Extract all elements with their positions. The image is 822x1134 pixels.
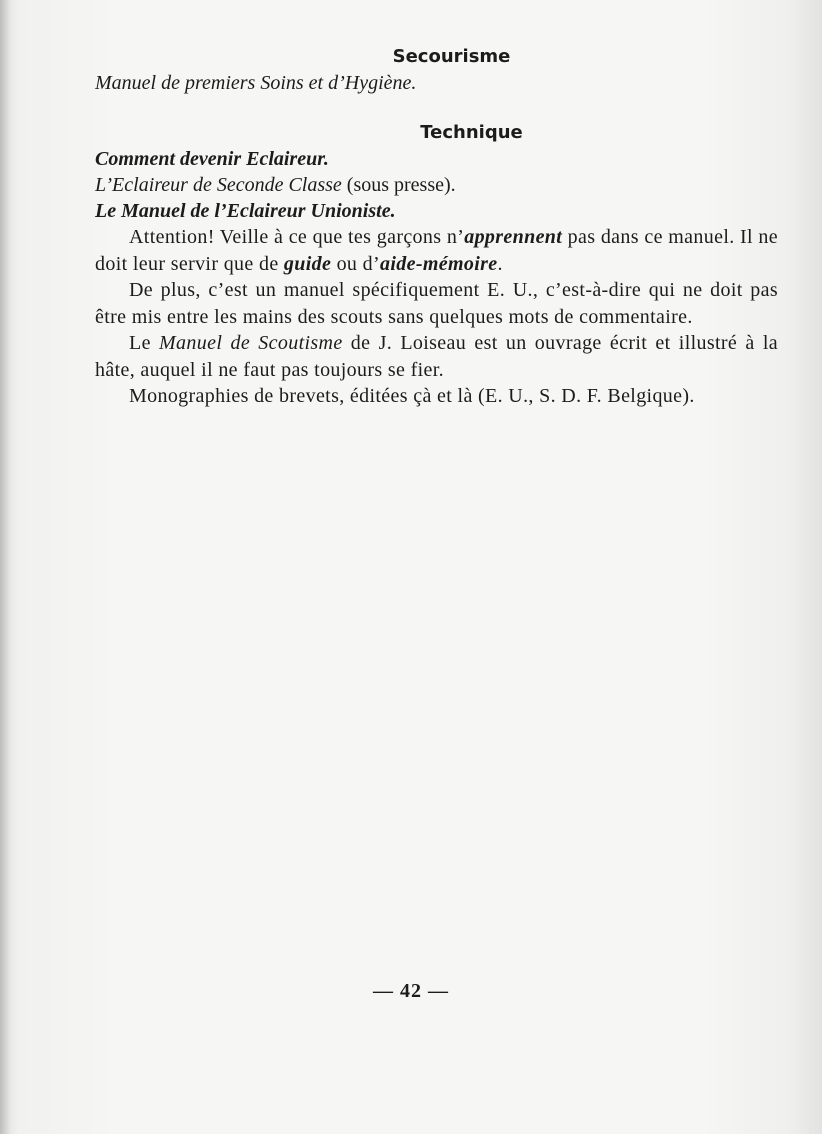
technique-entry-2	[95, 172, 778, 198]
para1-emphasis-guide: guide	[283, 252, 332, 275]
para3-end: de J. Loiseau est un ouvrage écrit et illustré à la hâte, auquel il ne faut pas toujours se fier.	[95, 332, 778, 381]
paragraph-monographies: Monographies de brevets, éditées çà et là (E. U., S. D. F. Belgique).	[129, 385, 695, 407]
para3-title: Manuel de Scoutisme	[159, 332, 343, 354]
para3-start: Le	[129, 332, 160, 354]
para1-start: Attention! Veille à ce que tes garçons n’	[129, 226, 465, 248]
paragraph-attention	[95, 224, 778, 277]
para1-end: .	[497, 252, 503, 275]
page-content	[95, 44, 778, 410]
para1-emphasis-apprennent: apprennent	[464, 226, 563, 248]
para1-middle: pas dans ce manuel. Il ne doit leur servir que de	[95, 226, 778, 275]
heading-technique: Technique	[420, 122, 523, 143]
paragraph-de-plus: De plus, c’est un manuel spécifiquement E. U., c’est-à-dire qui ne doit pas être mis entre les mains des scouts sans quelques mots de commentaire.	[95, 279, 778, 328]
secourisme-entry: Manuel de premiers Soins et d’Hygiène.	[95, 72, 417, 94]
para1-middle-2: ou d’	[331, 252, 380, 275]
page-number: — 42 —	[373, 980, 449, 1002]
technique-entry-1: Comment devenir Eclaireur.	[95, 148, 329, 170]
technique-entry-3: Le Manuel de l’Eclaireur Unioniste.	[95, 200, 396, 222]
heading-secourisme: Secourisme	[392, 46, 511, 67]
page-binding-edge	[0, 0, 10, 1134]
technique-entry-2-title: L’Eclaireur de Seconde Classe	[95, 174, 342, 196]
paragraph-manuel-scoutisme	[95, 330, 778, 383]
technique-entry-2-note: (sous presse).	[341, 174, 456, 196]
para1-emphasis-aide-memoire: aide-mémoire	[379, 252, 498, 275]
